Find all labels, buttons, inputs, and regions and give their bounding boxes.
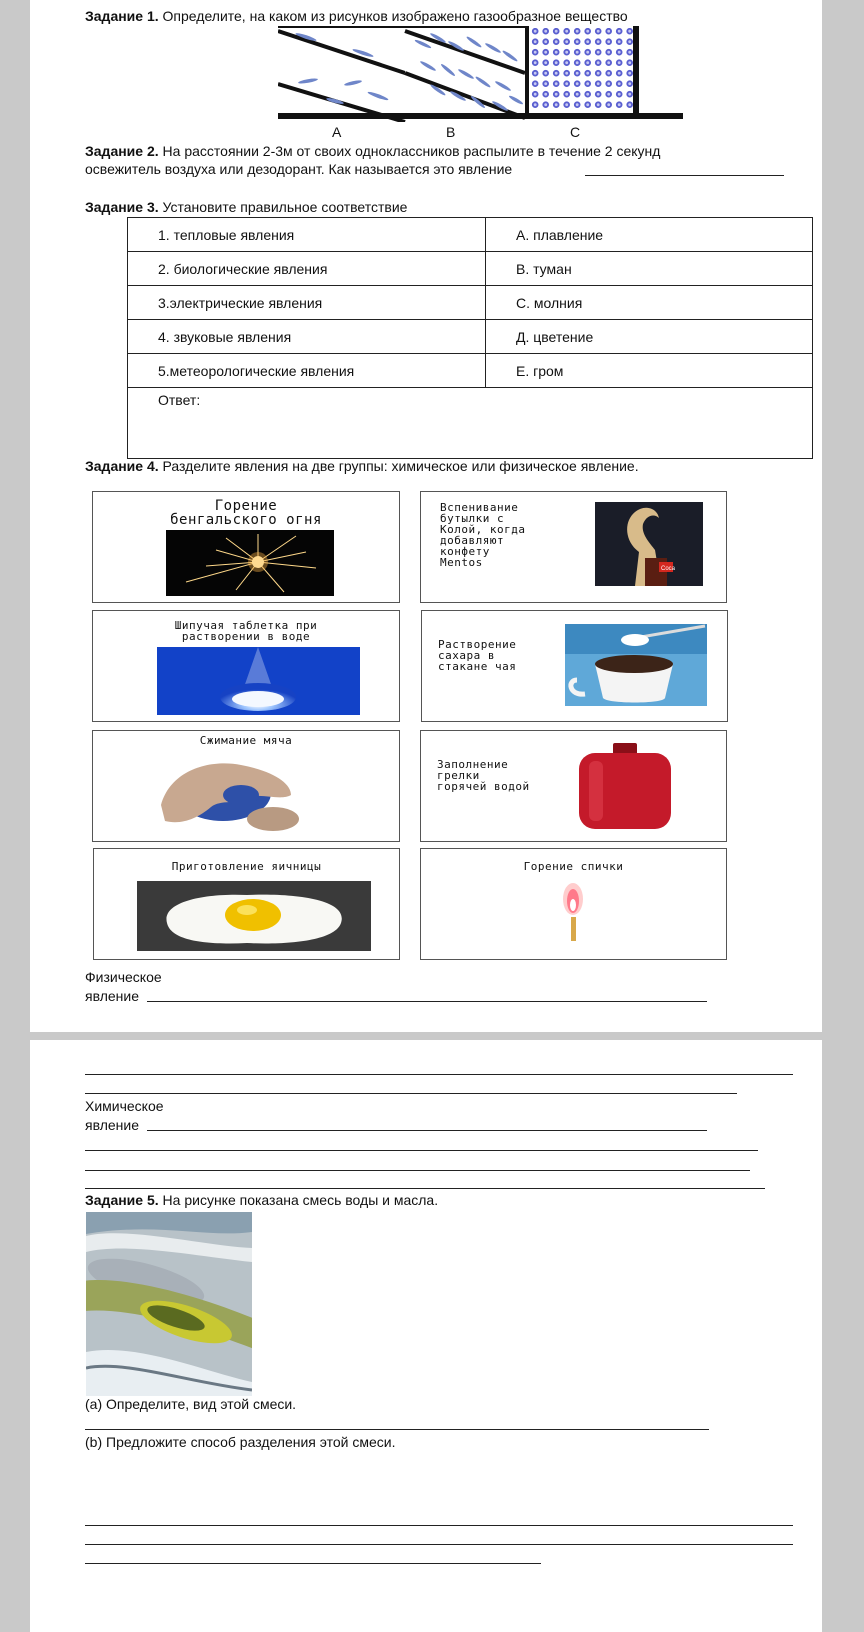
task4-text: Разделите явления на две группы: химическое или физическое явление. (162, 458, 639, 474)
table-row (128, 252, 813, 286)
card-caption: Заполнение грелки горячей водой (437, 758, 530, 793)
card-hot-water-bottle (420, 730, 727, 842)
hot-water-bottle-image (571, 743, 681, 831)
task5-text: На рисунке показана смесь воды и масла. (162, 1192, 439, 1208)
task5-answer-b-line-1[interactable] (85, 1525, 793, 1526)
right-cell: A. плавление (486, 218, 813, 252)
left-cell: 2. биологические явления (128, 252, 486, 286)
left-cell: 1. тепловые явления (128, 218, 486, 252)
cola-fountain-image (595, 502, 703, 586)
right-cell: Д. цветение (486, 320, 813, 354)
task3-label: Задание 3. (85, 199, 159, 215)
answer-cell[interactable]: Ответ: (128, 388, 813, 459)
task5-question-b: (b) Предложите способ разделения этой смеси. (85, 1434, 396, 1450)
match-image (555, 879, 591, 943)
task5-heading (85, 1191, 438, 1209)
chemical-answer-line[interactable] (147, 1130, 707, 1131)
chemical-answer-line-3[interactable] (85, 1170, 750, 1171)
task2-line2: освежитель воздуха или дезодорант. Как называется это явление (85, 161, 513, 177)
task3-heading (85, 198, 407, 216)
left-cell: 5.метеорологические явления (128, 354, 486, 388)
particle-states-figure (278, 26, 683, 122)
panel-c (525, 26, 683, 116)
task3-text: Установите правильное соответствие (162, 199, 408, 215)
table-row (128, 218, 813, 252)
right-cell: B. туман (486, 252, 813, 286)
card-caption: Растворение сахара в стакане чая (438, 638, 517, 673)
task5-answer-b-line-2[interactable] (85, 1544, 793, 1545)
card-burning-match (420, 848, 727, 960)
sparkler-image (166, 530, 334, 596)
physical-answer-line[interactable] (147, 1001, 707, 1002)
answer-row[interactable] (128, 388, 813, 459)
cola-brand-text: Coca (661, 566, 676, 572)
option-b-label: B (446, 124, 456, 140)
card-sparkler (92, 491, 400, 603)
table-row (128, 354, 813, 388)
card-sugar-tea (421, 610, 728, 722)
task2-label: Задание 2. (85, 143, 159, 159)
table-row (128, 320, 813, 354)
card-caption: Горение спички (523, 860, 624, 873)
card-fried-egg (93, 848, 400, 960)
task1-heading (85, 7, 628, 25)
tea-cup-image (565, 624, 707, 706)
chemical-answer-line-4[interactable] (85, 1188, 765, 1189)
chemical-label-1: Химическое (85, 1098, 164, 1114)
physical-answer-line-2[interactable] (85, 1074, 793, 1075)
card-caption: Приготовление яичницы (171, 860, 322, 873)
chemical-label-2: явление (85, 1117, 139, 1133)
task2-answer-line[interactable] (585, 175, 784, 176)
oil-water-image (86, 1212, 252, 1396)
fried-egg-image (137, 881, 371, 951)
left-cell: 3.электрические явления (128, 286, 486, 320)
card-effervescent-tablet (92, 610, 400, 722)
card-caption: Сжимание мяча (199, 734, 293, 747)
right-cell: C. молния (486, 286, 813, 320)
table-row (128, 286, 813, 320)
task2-text: На расстоянии 2-3м от своих одноклассников распылите в течение 2 секунд (162, 143, 661, 159)
right-cell: E. гром (486, 354, 813, 388)
option-c-label: C (570, 124, 581, 140)
task1-text: Определите, на каком из рисунков изображено газообразное вещество (162, 8, 628, 24)
task1-label: Задание 1. (85, 8, 159, 24)
task4-label: Задание 4. (85, 458, 159, 474)
task5-answer-b-line-3[interactable] (85, 1563, 541, 1564)
task5-answer-a-line[interactable] (85, 1429, 709, 1430)
panel-b (405, 26, 525, 118)
option-a-label: A (332, 124, 342, 140)
hand-ball-image (141, 749, 311, 839)
card-caption: Горение бенгальского огня (170, 498, 322, 528)
panel-a (278, 26, 405, 122)
task2-line1 (85, 142, 660, 160)
task5-label: Задание 5. (85, 1192, 159, 1208)
card-squeeze-ball (92, 730, 400, 842)
matching-table (127, 217, 813, 459)
card-caption: Шипучая таблетка при растворении в воде (174, 619, 318, 643)
physical-label-2: явление (85, 988, 139, 1004)
card-mentos (420, 491, 727, 603)
left-cell: 4. звуковые явления (128, 320, 486, 354)
chemical-answer-line-2[interactable] (85, 1150, 758, 1151)
task5-question-a: (a) Определите, вид этой смеси. (85, 1396, 297, 1412)
physical-answer-line-3[interactable] (85, 1093, 737, 1094)
physical-label-1: Физическое (85, 969, 162, 985)
card-caption: Вспенивание бутылки с Колой, когда добавляют конфету Mentos (440, 501, 526, 569)
tablet-in-water-image (157, 647, 360, 715)
task4-heading (85, 457, 639, 475)
